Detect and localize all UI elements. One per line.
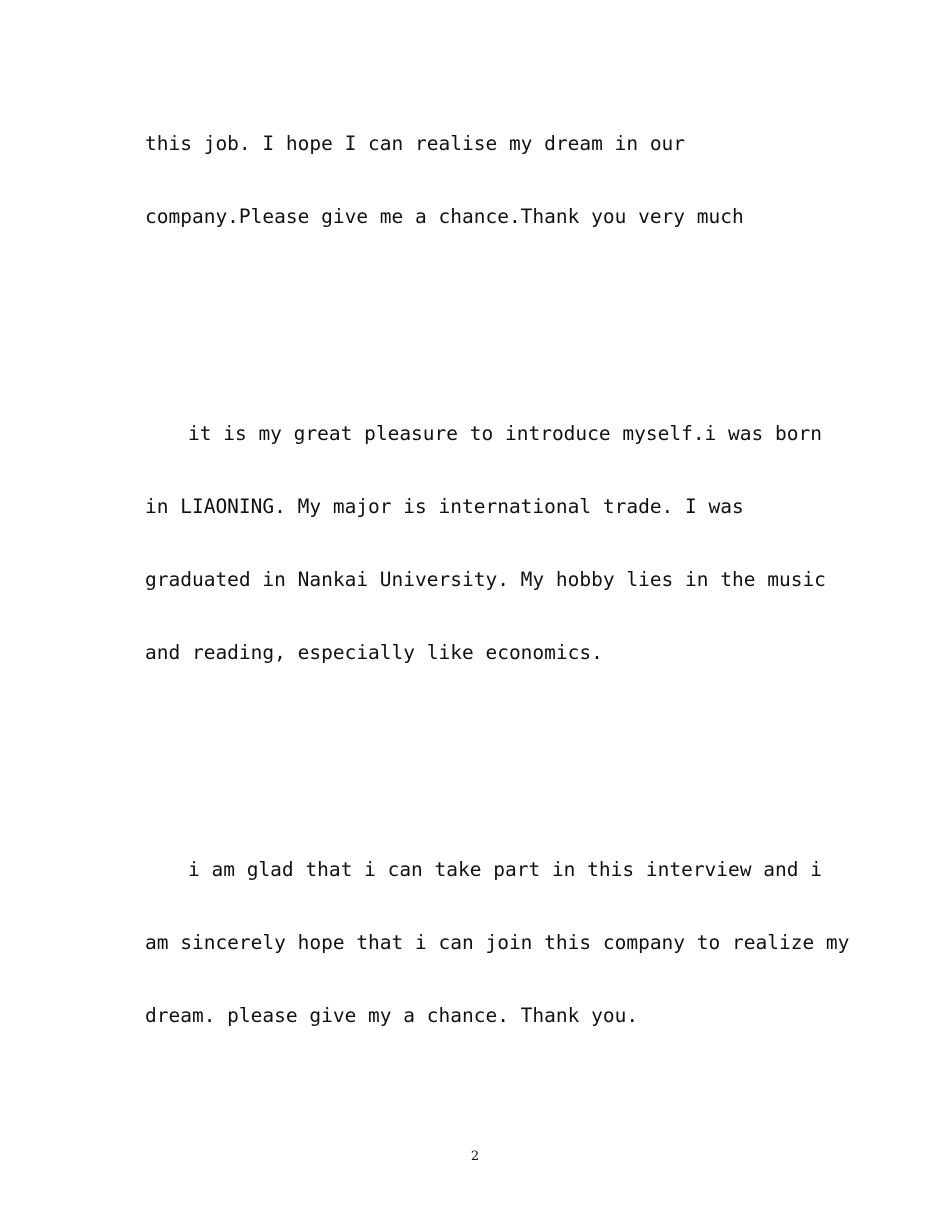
text-line: in LIAONING. My major is international trade. I was — [145, 495, 744, 518]
text-line: graduated in Nankai University. My hobby lies in the music — [145, 568, 826, 591]
page-number: 2 — [470, 1149, 480, 1164]
text-line: company.Please give me a chance.Thank you very much — [145, 205, 744, 228]
text-line: it is my great pleasure to introduce myself.i was born — [188, 422, 822, 445]
text-line: dream. please give my a chance. Thank you. — [145, 1004, 639, 1027]
text-line: and reading, especially like economics. — [145, 641, 603, 664]
text-line: i am glad that i can take part in this interview and i — [188, 858, 822, 881]
text-line: am sincerely hope that i can join this company to realize my — [145, 931, 850, 954]
text-line: this job. I hope I can realise my dream in our — [145, 132, 686, 155]
